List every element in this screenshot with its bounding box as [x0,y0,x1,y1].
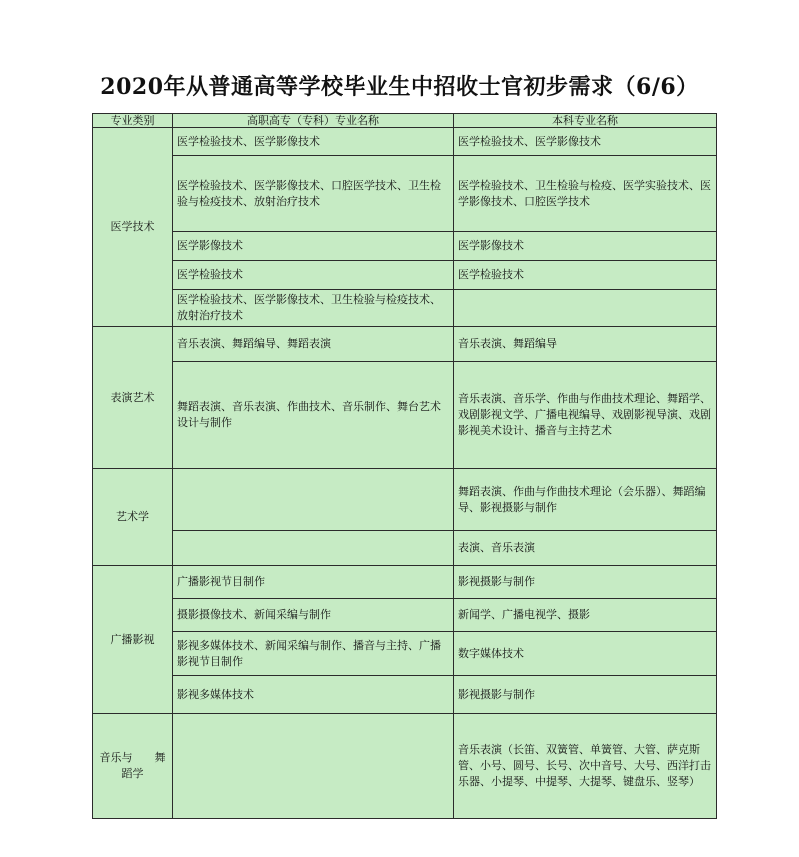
table-row [93,469,717,531]
table-row [93,632,717,676]
table-header-row [93,114,717,128]
table-row [93,362,717,469]
table-row [93,676,717,714]
vocational-cell: 摄影摄像技术、新闻采编与制作 [173,599,454,632]
header-category: 专业类别 [93,114,173,128]
vocational-cell: 医学检验技术、医学影像技术 [173,128,454,156]
category-broadcast: 广播影视 [93,566,173,714]
vocational-cell: 影视多媒体技术、新闻采编与制作、播音与主持、广播影视节目制作 [173,632,454,676]
bachelor-cell: 表演、音乐表演 [454,531,717,566]
bachelor-cell: 医学检验技术、医学影像技术 [454,128,717,156]
category-arts: 艺术学 [93,469,173,566]
vocational-cell: 医学检验技术 [173,261,454,290]
bachelor-cell: 影视摄影与制作 [454,566,717,599]
bachelor-cell: 影视摄影与制作 [454,676,717,714]
table-row [93,232,717,261]
table-row [93,261,717,290]
vocational-cell [173,531,454,566]
page-title: 2020年从普通高等学校毕业生中招收士官初步需求（6/6） [100,74,699,100]
table-row [93,531,717,566]
vocational-cell: 医学检验技术、医学影像技术、口腔医学技术、卫生检验与检疫技术、放射治疗技术 [173,156,454,232]
vocational-cell: 舞蹈表演、音乐表演、作曲技术、音乐制作、舞台艺术设计与制作 [173,362,454,469]
vocational-cell: 医学检验技术、医学影像技术、卫生检验与检疫技术、放射治疗技术 [173,290,454,327]
category-music-dance: 音乐与 舞蹈学 [93,714,173,819]
bachelor-cell [454,290,717,327]
bachelor-cell: 医学检验技术、卫生检验与检疫、医学实验技术、医学影像技术、口腔医学技术 [454,156,717,232]
table-row [93,714,717,819]
table-row [93,566,717,599]
vocational-cell: 医学影像技术 [173,232,454,261]
table-row [93,290,717,327]
bachelor-cell: 数字媒体技术 [454,632,717,676]
bachelor-cell: 舞蹈表演、作曲与作曲技术理论（会乐器）、舞蹈编导、影视摄影与制作 [454,469,717,531]
category-medical: 医学技术 [93,128,173,327]
header-vocational: 高职高专（专科）专业名称 [173,114,454,128]
table-row [93,327,717,362]
vocational-cell [173,469,454,531]
header-bachelor: 本科专业名称 [454,114,717,128]
bachelor-cell: 医学检验技术 [454,261,717,290]
table-row [93,599,717,632]
table-row [93,156,717,232]
bachelor-cell: 音乐表演、音乐学、作曲与作曲技术理论、舞蹈学、戏剧影视文学、广播电视编导、戏剧影视导演、戏剧影视美术设计、播音与主持艺术 [454,362,717,469]
requirements-table [92,113,717,819]
vocational-cell: 影视多媒体技术 [173,676,454,714]
table-row [93,128,717,156]
bachelor-cell: 音乐表演（长笛、双簧管、单簧管、大管、萨克斯管、小号、圆号、长号、次中音号、大号、西洋打击乐器、小提琴、中提琴、大提琴、键盘乐、竖琴） [454,714,717,819]
bachelor-cell: 音乐表演、舞蹈编导 [454,327,717,362]
category-performance: 表演艺术 [93,327,173,469]
vocational-cell: 广播影视节目制作 [173,566,454,599]
bachelor-cell: 新闻学、广播电视学、摄影 [454,599,717,632]
vocational-cell [173,714,454,819]
bachelor-cell: 医学影像技术 [454,232,717,261]
vocational-cell: 音乐表演、舞蹈编导、舞蹈表演 [173,327,454,362]
